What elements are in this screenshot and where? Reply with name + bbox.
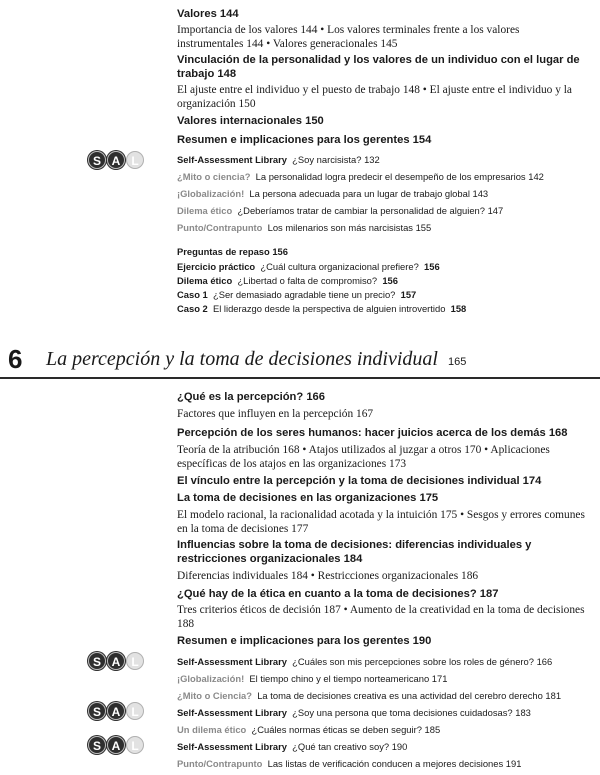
review-item xyxy=(177,288,587,301)
heading-etica: ¿Qué hay de la ética en cuanto a la toma de decisiones? 187 xyxy=(177,588,499,600)
review-text: ¿Ser demasiado agradable tiene un precio? xyxy=(212,289,396,300)
feature-line xyxy=(177,689,587,702)
feature-text: ¿Qué tan creativo soy? 190 xyxy=(292,741,408,752)
feature-text: Las listas de verificación conducen a mejores decisiones 191 xyxy=(267,758,522,769)
review-page: 156 xyxy=(382,275,398,286)
subtopics-vinculacion: El ajuste entre el individuo y el puesto de trabajo 148 • El ajuste entre el individuo y la organización 150 xyxy=(177,84,572,110)
feature-line xyxy=(177,204,587,217)
sal-letter-s: S xyxy=(88,151,106,169)
sal-letter-l: L xyxy=(126,736,144,754)
review-label: Caso 2 xyxy=(177,303,208,314)
feature-label: ¡Globalización! xyxy=(177,673,245,684)
review-page: 156 xyxy=(424,261,440,272)
review-page: 158 xyxy=(450,303,467,314)
heading-toma-decisiones: La toma de decisiones en las organizaciones 175 xyxy=(177,492,439,504)
feature-line xyxy=(177,723,587,736)
sal-letter-a: A xyxy=(107,736,125,754)
feature-label: Self-Assessment Library xyxy=(177,656,287,667)
review-item xyxy=(177,302,587,315)
feature-text: El tiempo chino y el tiempo norteamericano 171 xyxy=(249,673,448,684)
chapter-divider xyxy=(0,377,600,379)
feature-text: La toma de decisiones creativa es una actividad del cerebro derecho 181 xyxy=(257,690,562,701)
sal-letter-l: L xyxy=(126,652,144,670)
subtopics-diferencias: Diferencias individuales 184 • Restricciones organizacionales 186 xyxy=(177,570,479,582)
feature-text: ¿Deberíamos tratar de cambiar la personalidad de alguien? 147 xyxy=(237,205,504,216)
feature-label: Dilema ético xyxy=(177,205,233,216)
heading-resumen-chapter: Resumen e implicaciones para los gerentes 190 xyxy=(177,635,432,647)
feature-text: La personalidad logra predecir el desempeño de los empresarios 142 xyxy=(255,171,544,182)
sal-badge xyxy=(88,652,144,670)
chapter-title: La percepción y la toma de decisiones individual xyxy=(46,348,438,370)
feature-label: Self-Assessment Library xyxy=(177,707,287,718)
feature-label: Self-Assessment Library xyxy=(177,741,287,752)
heading-valores-internacionales: Valores internacionales 150 xyxy=(177,115,324,127)
sal-letter-a: A xyxy=(107,652,125,670)
feature-text: ¿Soy narcisista? 132 xyxy=(292,154,380,165)
feature-label: ¡Globalización! xyxy=(177,188,245,199)
feature-line xyxy=(177,757,587,770)
sal-letter-s: S xyxy=(88,702,106,720)
review-text: ¿Cuál cultura organizacional prefiere? xyxy=(260,261,419,272)
feature-text: Los milenarios son más narcisistas 155 xyxy=(267,222,432,233)
feature-line xyxy=(177,170,587,183)
heading-vinculacion: Vinculación de la personalidad y los valores de un individuo con el lugar de trabajo 148 xyxy=(177,54,580,80)
feature-label: Self-Assessment Library xyxy=(177,154,287,165)
feature-label: ¿Mito o Ciencia? xyxy=(177,690,252,701)
heading-percepcion-seres: Percepción de los seres humanos: hacer juicios acerca de los demás 168 xyxy=(177,427,568,439)
sal-badge xyxy=(88,702,144,720)
feature-line xyxy=(177,655,587,668)
review-label: Dilema ético xyxy=(177,275,233,286)
subtopics-modelo: El modelo racional, la racionalidad acotada y la intuición 175 • Sesgos y errores comunes en la toma de decisiones 177 xyxy=(177,509,585,535)
heading-resumen-top: Resumen e implicaciones para los gerentes 154 xyxy=(177,134,432,146)
chapter-page: 165 xyxy=(447,356,467,368)
sal-letter-s: S xyxy=(88,652,106,670)
review-label: Caso 1 xyxy=(177,289,208,300)
chapter-number: 6 xyxy=(8,344,23,374)
sal-letter-a: A xyxy=(107,702,125,720)
feature-label: ¿Mito o ciencia? xyxy=(177,171,251,182)
heading-valores: Valores 144 xyxy=(177,8,239,20)
review-label: Ejercicio práctico xyxy=(177,261,256,272)
feature-line xyxy=(177,153,587,166)
feature-line xyxy=(177,672,587,685)
feature-label: Punto/Contrapunto xyxy=(177,758,263,769)
sal-letter-l: L xyxy=(126,702,144,720)
feature-line xyxy=(177,740,587,753)
subtopics-valores: Importancia de los valores 144 • Los valores terminales frente a los valores instrumentales 144 • Valores generacionales 145 xyxy=(177,24,520,50)
subtopics-criterios: Tres criterios éticos de decisión 187 • Aumento de la creatividad en la toma de decisiones 188 xyxy=(177,604,585,630)
subtopics-teoria: Teoría de la atribución 168 • Atajos utilizados al juzgar a otros 170 • Aplicaciones específicas de los atajos en las organizaciones 173 xyxy=(177,444,550,470)
heading-influencias: Influencias sobre la toma de decisiones: diferencias individuales y restricciones organizacionales 184 xyxy=(177,539,532,565)
sal-letter-s: S xyxy=(88,736,106,754)
review-item xyxy=(177,245,587,258)
sal-letter-l: L xyxy=(126,151,144,169)
review-item xyxy=(177,260,587,273)
feature-text: ¿Cuáles normas éticas se deben seguir? 185 xyxy=(251,724,441,735)
feature-line xyxy=(177,221,587,234)
chapter-title-line xyxy=(46,347,466,374)
review-text: El liderazgo desde la perspectiva de alguien introvertido xyxy=(212,303,446,314)
sal-letter-a: A xyxy=(107,151,125,169)
feature-line xyxy=(177,706,587,719)
review-page: 157 xyxy=(400,289,417,300)
review-text: ¿Libertad o falta de compromiso? xyxy=(237,275,378,286)
feature-label: Punto/Contrapunto xyxy=(177,222,263,233)
feature-text: La persona adecuada para un lugar de trabajo global 143 xyxy=(249,188,489,199)
feature-text: ¿Soy una persona que toma decisiones cuidadosas? 183 xyxy=(292,707,531,718)
subtopics-factores: Factores que influyen en la percepción 167 xyxy=(177,408,374,420)
review-label: Preguntas de repaso 156 xyxy=(177,246,288,257)
review-item xyxy=(177,274,587,287)
sal-badge xyxy=(88,736,144,754)
heading-que-es-percepcion: ¿Qué es la percepción? 166 xyxy=(177,391,325,403)
feature-label: Un dilema ético xyxy=(177,724,247,735)
feature-line xyxy=(177,187,587,200)
sal-badge xyxy=(88,151,144,169)
feature-text: ¿Cuáles son mis percepciones sobre los roles de género? 166 xyxy=(292,656,553,667)
heading-vinculo: El vínculo entre la percepción y la toma de decisiones individual 174 xyxy=(177,475,542,487)
